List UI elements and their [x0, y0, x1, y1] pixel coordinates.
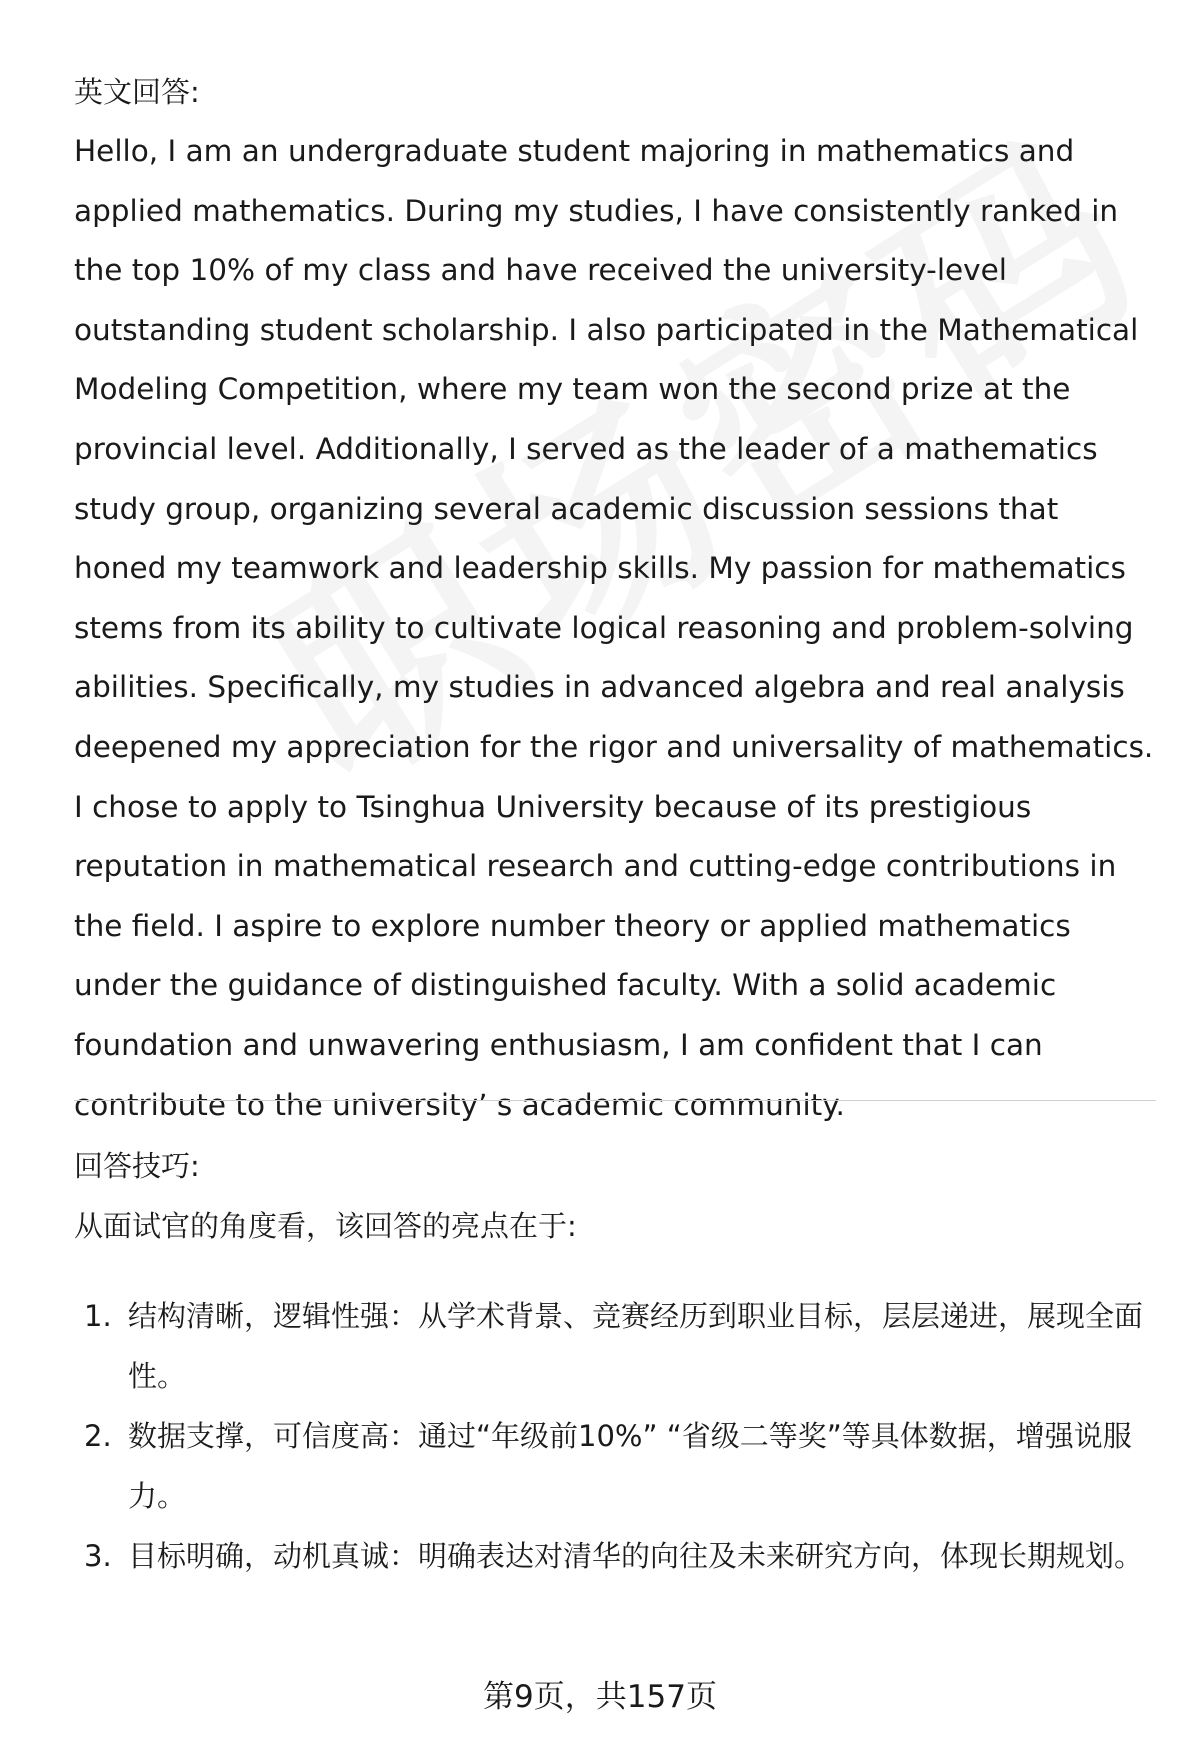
tips-heading: 回答技巧: [74, 1149, 200, 1183]
list-item [74, 1406, 1154, 1526]
tips-section [74, 1136, 1154, 1586]
english-answer-text: Hello, I am an undergraduate student majoring in mathematics and applied mathematics. During my studies, I have consistently ranked in the top 10% of my class and have received the university-level outstanding student scholarship. I also participated in the Mathematical Modeling Competition, where my team won the second prize at the provincial level. Additionally, I served as the leader of a mathematics study group, organizing several academic discussion sessions that honed my teamwork and leadership skills. My passion for mathematics stems from its ability to cultivate logical reasoning and problem-solving abilities. Specifically, my studies in advanced algebra and real analysis deepened my appreciation for the rigor and universality of mathematics. I chose to apply to Tsinghua University because of its prestigious reputation in mathematical research and cutting-edge contributions in the field. I aspire to explore number theory or applied mathematics under the guidance of distinguished faculty. With a solid academic foundation and unwavering enthusiasm, I am confident that I can contribute to the university’ s academic community. [74, 134, 1154, 1122]
list-item-number: 1. [84, 1299, 112, 1333]
page-number: 第9页，共157页 [483, 1679, 717, 1715]
tips-intro: 从面试官的角度看，该回答的亮点在于: [74, 1209, 577, 1243]
tips-list [74, 1286, 1154, 1586]
english-answer-heading: 英文回答: [74, 75, 200, 109]
list-item-number: 2. [84, 1419, 112, 1453]
section-divider [74, 1100, 1156, 1101]
english-answer-section [74, 62, 1154, 1135]
list-item [74, 1286, 1154, 1406]
list-item-text: 数据支撑，可信度高：通过“年级前10%” “省级二等奖”等具体数据，增强说服力。 [128, 1419, 1132, 1513]
list-item-text: 结构清晰，逻辑性强：从学术背景、竞赛经历到职业目标，层层递进，展现全面性。 [128, 1299, 1144, 1393]
list-item [74, 1526, 1154, 1586]
list-item-number: 3. [84, 1539, 112, 1573]
list-item-text: 目标明确，动机真诚：明确表达对清华的向往及未来研究方向，体现长期规划。 [128, 1539, 1144, 1573]
